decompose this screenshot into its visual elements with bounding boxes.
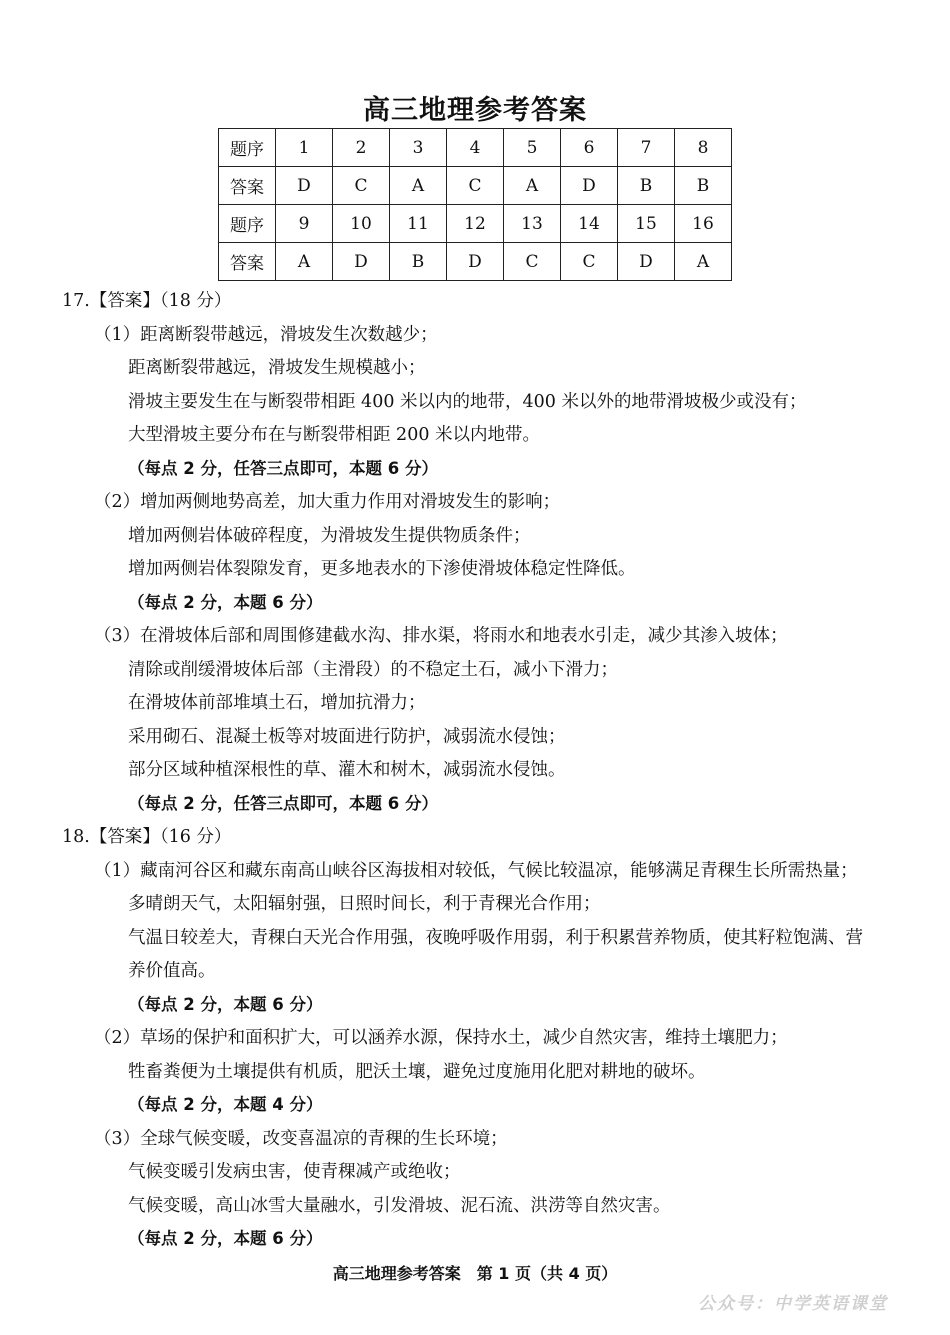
table-cell: 8 <box>675 129 732 167</box>
table-cell: C <box>333 167 390 205</box>
table-cell: 1 <box>276 129 333 167</box>
q18-p3-label: （3）全球气候变暖，改变喜温凉的青稞的生长环境； <box>94 1129 508 1149</box>
table-cell: A <box>276 243 333 281</box>
q17-p3-line: 部分区域种植深根性的草、灌木和树木，减弱流水侵蚀。 <box>128 760 566 780</box>
table-row <box>219 167 732 205</box>
table-row <box>219 129 732 167</box>
q18-p3-line: 气候变暖引发病虫害，使青稞减产或绝收； <box>128 1162 461 1182</box>
q17-p2-score: （每点 2 分，本题 6 分） <box>128 593 323 612</box>
q17-p2-label: （2）增加两侧地势高差，加大重力作用对滑坡发生的影响； <box>94 492 561 512</box>
table-cell: 6 <box>561 129 618 167</box>
q18-p3-line: 气候变暖，高山冰雪大量融水，引发滑坡、泥石流、洪涝等自然灾害。 <box>128 1196 671 1216</box>
table-cell: B <box>618 167 675 205</box>
q18-p1-label: （1）藏南河谷区和藏东南高山峡谷区海拔相对较低，气候比较温凉，能够满足青稞生长所需热量； <box>94 861 858 881</box>
q17-p1-line: 滑坡主要发生在与断裂带相距 400 米以内的地带，400 米以外的地带滑坡极少或没有； <box>128 392 807 412</box>
q17-p3-score: （每点 2 分，任答三点即可，本题 6 分） <box>128 794 438 813</box>
table-cell: 答案 <box>219 167 276 205</box>
q17-p1-label: （1）距离断裂带越远，滑坡发生次数越少； <box>94 325 438 345</box>
table-cell: D <box>618 243 675 281</box>
q17-p1-line: 距离断裂带越远，滑坡发生规模越小； <box>128 358 426 378</box>
table-cell: 10 <box>333 205 390 243</box>
table-cell: 11 <box>390 205 447 243</box>
q17-p1-line: 大型滑坡主要分布在与断裂带相距 200 米以内地带。 <box>128 425 541 445</box>
q18-p2-line: 牲畜粪便为土壤提供有机质，肥沃土壤，避免过度施用化肥对耕地的破坏。 <box>128 1062 706 1082</box>
table-cell: 3 <box>390 129 447 167</box>
table-row <box>219 243 732 281</box>
table-cell: 题序 <box>219 205 276 243</box>
table-cell: 答案 <box>219 243 276 281</box>
table-cell: 14 <box>561 205 618 243</box>
table-cell: C <box>561 243 618 281</box>
q17-p2-line: 增加两侧岩体破碎程度，为滑坡发生提供物质条件； <box>128 526 531 546</box>
q18-p3-score: （每点 2 分，本题 6 分） <box>128 1229 323 1248</box>
q18-p1-line: 养价值高。 <box>128 961 216 981</box>
table-cell: A <box>675 243 732 281</box>
page-footer: 高三地理参考答案 第 1 页（共 4 页） <box>332 1264 618 1283</box>
table-cell: 9 <box>276 205 333 243</box>
table-cell: D <box>333 243 390 281</box>
q18-p1-line: 气温日较差大，青稞白天光合作用强，夜晚呼吸作用弱，利于积累营养物质，使其籽粒饱满、营 <box>128 928 863 948</box>
table-cell: D <box>447 243 504 281</box>
table-cell: 15 <box>618 205 675 243</box>
table-cell: 16 <box>675 205 732 243</box>
q18-p2-score: （每点 2 分，本题 4 分） <box>128 1095 323 1114</box>
table-cell: 4 <box>447 129 504 167</box>
table-cell: 题序 <box>219 129 276 167</box>
q17-p2-line: 增加两侧岩体裂隙发育，更多地表水的下渗使滑坡体稳定性降低。 <box>128 559 636 579</box>
q18-p1-line: 多晴朗天气，太阳辐射强，日照时间长，利于青稞光合作用； <box>128 894 601 914</box>
table-cell: A <box>390 167 447 205</box>
table-cell: 13 <box>504 205 561 243</box>
table-cell: B <box>675 167 732 205</box>
table-cell: D <box>561 167 618 205</box>
q17-p1-score: （每点 2 分，任答三点即可，本题 6 分） <box>128 459 438 478</box>
table-cell: 2 <box>333 129 390 167</box>
table-cell: C <box>447 167 504 205</box>
page-title: 高三地理参考答案 <box>363 95 587 126</box>
table-cell: 12 <box>447 205 504 243</box>
table-cell: A <box>504 167 561 205</box>
table-row <box>219 205 732 243</box>
watermark: 公众号：中学英语课堂 <box>698 1294 888 1314</box>
q17-p3-label: （3）在滑坡体后部和周围修建截水沟、排水渠，将雨水和地表水引走，减少其渗入坡体； <box>94 626 788 646</box>
table-cell: B <box>390 243 447 281</box>
q17-p3-line: 清除或削缓滑坡体后部（主滑段）的不稳定土石，减小下滑力； <box>128 660 618 680</box>
q18-p2-label: （2）草场的保护和面积扩大，可以涵养水源，保持水土，减少自然灾害，维持土壤肥力； <box>94 1028 788 1048</box>
q17-header: 17.【答案】（18 分） <box>62 291 232 311</box>
answer-table <box>218 128 732 281</box>
table-cell: D <box>276 167 333 205</box>
table-cell: C <box>504 243 561 281</box>
table-cell: 5 <box>504 129 561 167</box>
q18-header: 18.【答案】（16 分） <box>62 827 232 847</box>
table-cell: 7 <box>618 129 675 167</box>
q18-p1-score: （每点 2 分，本题 6 分） <box>128 995 323 1014</box>
q17-p3-line: 在滑坡体前部堆填土石，增加抗滑力； <box>128 693 426 713</box>
q17-p3-line: 采用砌石、混凝土板等对坡面进行防护，减弱流水侵蚀； <box>128 727 566 747</box>
